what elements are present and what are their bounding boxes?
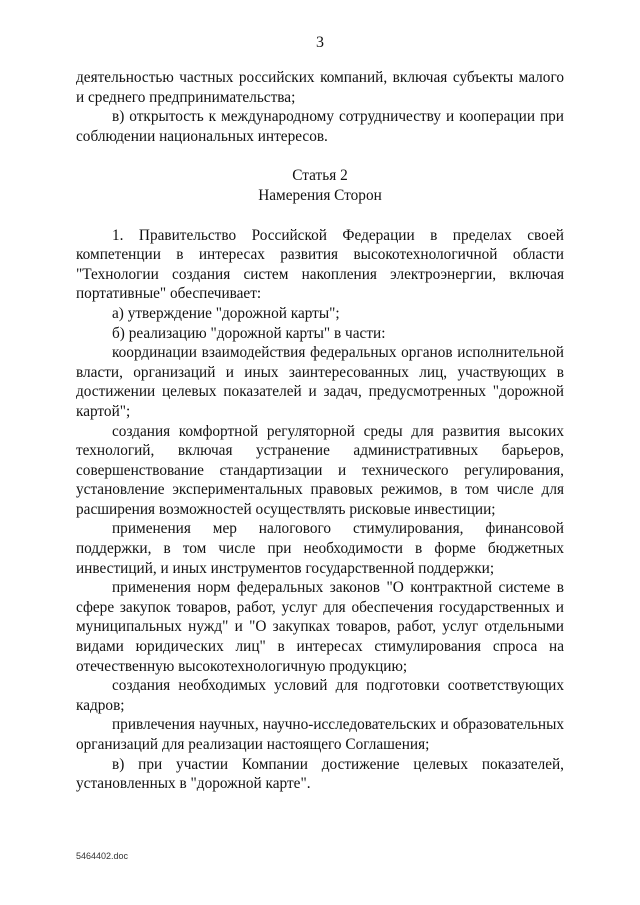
paragraph-continuation: деятельностью частных российских компаний, включая субъекты малого и среднего предпринимательства; — [76, 69, 564, 106]
paragraph-procurement-laws: применения норм федеральных законов "О контрактной системе в сфере закупок товаров, работ, услуг для обеспечения государственных и муниципальных нужд" и "О закупках товаров, работ, услуг отдельными видами юридических лиц" в интересах стимулирования спроса на отечественную высокотехнологичную продукцию; — [76, 579, 564, 675]
paragraph-regulatory-environment: создания комфортной регуляторной среды для развития высоких технологий, включая устранение административных барьеров, совершенствование стандартизации и технического регулирования, установление экспериментальных правовых режимов, в том числе для расширения возможностей осуществлять рисковые инвестиции; — [76, 422, 564, 518]
paragraph-coordination: координации взаимодействия федеральных органов исполнительной власти, организаций и иных заинтересованных лиц, участвующих в достижении целевых показателей и задач, предусмотренных "дорожной картой"; — [76, 344, 564, 420]
article-title: Намерения Сторон — [258, 186, 382, 204]
paragraph-tax-incentives: применения мер налогового стимулирования, финансовой поддержки, в том числе при необходимости в форме бюджетных инвестиций, и иных инструментов государственной поддержки; — [76, 520, 564, 577]
paragraph-item-b: б) реализацию "дорожной карты" в части: — [112, 324, 386, 342]
page-number: 3 — [316, 34, 324, 51]
article-number: Статья 2 — [292, 167, 348, 185]
paragraph-item-v-openness: в) открытость к международному сотрудничеству и кооперации при соблюдении национальных интересов. — [76, 108, 564, 145]
paragraph-personnel-training: создания необходимых условий для подготовки соответствующих кадров; — [76, 677, 564, 714]
paragraph-government-provides: 1. Правительство Российской Федерации в пределах своей компетенции в интересах развития высокотехнологичной области "Технологии создания систем накопления электроэнергии, включая портативные" обеспечивает: — [76, 226, 564, 303]
paragraph-item-v-company: в) при участии Компании достижение целевых показателей, установленных в "дорожной карте". — [76, 755, 564, 793]
paragraph-research-organizations: привлечения научных, научно-исследовательских и образовательных организаций для реализации настоящего Соглашения; — [76, 716, 564, 753]
document-body — [76, 68, 564, 794]
file-name-footer: 5464402.doc — [76, 851, 129, 861]
paragraph-item-a: а) утверждение "дорожной карты"; — [112, 304, 340, 322]
